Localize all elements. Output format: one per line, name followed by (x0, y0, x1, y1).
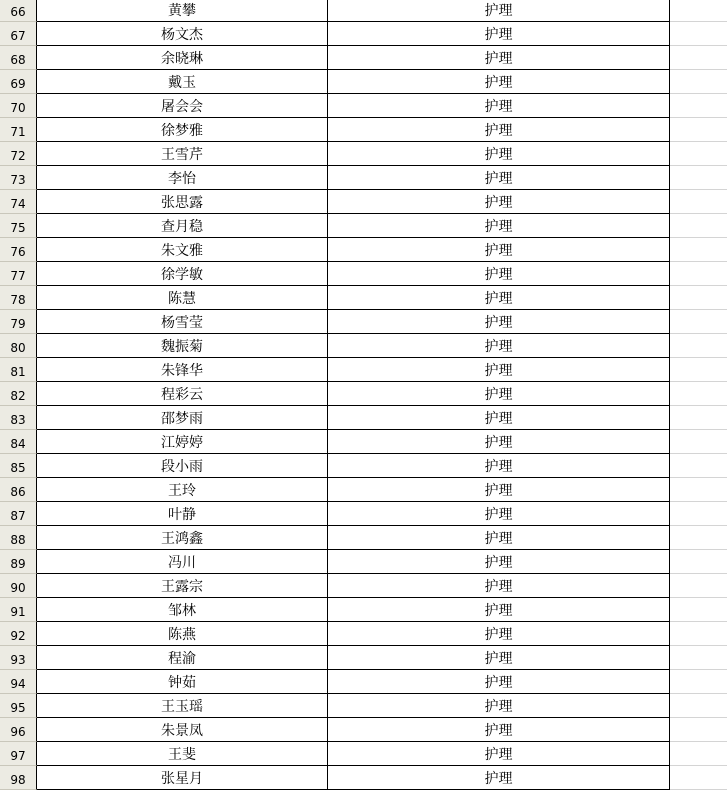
row-header[interactable]: 73 (0, 166, 37, 190)
table-row (0, 670, 727, 694)
empty-cell[interactable] (670, 574, 727, 598)
empty-cell[interactable] (670, 118, 727, 142)
empty-cell[interactable] (670, 550, 727, 574)
major-cell[interactable]: 护理 (328, 70, 670, 94)
table-row (0, 46, 727, 70)
name-cell[interactable]: 段小雨 (37, 454, 328, 478)
table-row (0, 310, 727, 334)
row-header[interactable]: 85 (0, 454, 37, 478)
name-cell[interactable]: 杨文杰 (37, 22, 328, 46)
table-row (0, 526, 727, 550)
row-header[interactable]: 82 (0, 382, 37, 406)
empty-cell[interactable] (670, 286, 727, 310)
empty-cell[interactable] (670, 430, 727, 454)
row-header[interactable]: 88 (0, 526, 37, 550)
name-cell[interactable]: 徐梦雅 (37, 118, 328, 142)
major-cell[interactable]: 护理 (328, 646, 670, 670)
major-cell[interactable]: 护理 (328, 718, 670, 742)
empty-cell[interactable] (670, 526, 727, 550)
empty-cell[interactable] (670, 166, 727, 190)
name-cell[interactable]: 陈慧 (37, 286, 328, 310)
name-cell[interactable]: 李怡 (37, 166, 328, 190)
major-cell[interactable]: 护理 (328, 454, 670, 478)
major-cell[interactable]: 护理 (328, 502, 670, 526)
name-cell[interactable]: 徐学敏 (37, 262, 328, 286)
table-row (0, 382, 727, 406)
name-cell[interactable]: 黄攀 (37, 0, 328, 22)
row-header[interactable]: 78 (0, 286, 37, 310)
major-cell[interactable]: 护理 (328, 478, 670, 502)
name-cell[interactable]: 余晓琳 (37, 46, 328, 70)
row-header[interactable]: 68 (0, 46, 37, 70)
name-cell[interactable]: 陈燕 (37, 622, 328, 646)
row-header[interactable]: 76 (0, 238, 37, 262)
empty-cell[interactable] (670, 214, 727, 238)
table-row (0, 286, 727, 310)
empty-cell[interactable] (670, 190, 727, 214)
table-row (0, 622, 727, 646)
row-header[interactable]: 75 (0, 214, 37, 238)
name-cell[interactable]: 钟茹 (37, 670, 328, 694)
table-row (0, 574, 727, 598)
name-cell[interactable]: 冯川 (37, 550, 328, 574)
empty-cell[interactable] (670, 0, 727, 22)
major-cell[interactable]: 护理 (328, 550, 670, 574)
table-row (0, 94, 727, 118)
empty-cell[interactable] (670, 238, 727, 262)
row-header[interactable]: 77 (0, 262, 37, 286)
empty-cell[interactable] (670, 22, 727, 46)
row-header[interactable]: 71 (0, 118, 37, 142)
name-cell[interactable]: 王露宗 (37, 574, 328, 598)
major-cell[interactable]: 护理 (328, 22, 670, 46)
major-cell[interactable]: 护理 (328, 310, 670, 334)
table-row (0, 142, 727, 166)
table-row (0, 22, 727, 46)
major-cell[interactable]: 护理 (328, 190, 670, 214)
major-cell[interactable]: 护理 (328, 382, 670, 406)
row-header[interactable]: 95 (0, 694, 37, 718)
name-cell[interactable]: 杨雪莹 (37, 310, 328, 334)
row-header[interactable]: 87 (0, 502, 37, 526)
major-cell[interactable]: 护理 (328, 598, 670, 622)
row-header[interactable]: 94 (0, 670, 37, 694)
row-header[interactable]: 74 (0, 190, 37, 214)
row-header[interactable]: 84 (0, 430, 37, 454)
row-header[interactable]: 98 (0, 766, 37, 790)
row-header[interactable]: 81 (0, 358, 37, 382)
table-row (0, 478, 727, 502)
name-cell[interactable]: 程渝 (37, 646, 328, 670)
empty-cell[interactable] (670, 694, 727, 718)
major-cell[interactable]: 护理 (328, 694, 670, 718)
name-cell[interactable]: 王雪芹 (37, 142, 328, 166)
major-cell[interactable]: 护理 (328, 358, 670, 382)
name-cell[interactable]: 朱景凤 (37, 718, 328, 742)
table-row (0, 358, 727, 382)
empty-cell[interactable] (670, 478, 727, 502)
row-header[interactable]: 69 (0, 70, 37, 94)
table-row (0, 406, 727, 430)
row-header[interactable]: 92 (0, 622, 37, 646)
major-cell[interactable]: 护理 (328, 430, 670, 454)
name-cell[interactable]: 屠会会 (37, 94, 328, 118)
empty-cell[interactable] (670, 46, 727, 70)
major-cell[interactable]: 护理 (328, 94, 670, 118)
empty-cell[interactable] (670, 94, 727, 118)
name-cell[interactable]: 戴玉 (37, 70, 328, 94)
table-row (0, 262, 727, 286)
row-header[interactable]: 80 (0, 334, 37, 358)
empty-cell[interactable] (670, 262, 727, 286)
table-row (0, 646, 727, 670)
name-cell[interactable]: 王斐 (37, 742, 328, 766)
major-cell[interactable]: 护理 (328, 406, 670, 430)
row-header[interactable]: 70 (0, 94, 37, 118)
major-cell[interactable]: 护理 (328, 142, 670, 166)
table-row (0, 118, 727, 142)
major-cell[interactable]: 护理 (328, 766, 670, 790)
name-cell[interactable]: 江婷婷 (37, 430, 328, 454)
table-row (0, 718, 727, 742)
empty-cell[interactable] (670, 670, 727, 694)
table-row (0, 502, 727, 526)
name-cell[interactable]: 王鸿鑫 (37, 526, 328, 550)
major-cell[interactable]: 护理 (328, 0, 670, 22)
major-cell[interactable]: 护理 (328, 262, 670, 286)
name-cell[interactable]: 朱锋华 (37, 358, 328, 382)
row-header[interactable]: 96 (0, 718, 37, 742)
row-header[interactable]: 89 (0, 550, 37, 574)
major-cell[interactable]: 护理 (328, 622, 670, 646)
table-row (0, 0, 727, 22)
major-cell[interactable]: 护理 (328, 166, 670, 190)
row-header[interactable]: 67 (0, 22, 37, 46)
row-header[interactable]: 66 (0, 0, 37, 22)
empty-cell[interactable] (670, 646, 727, 670)
empty-cell[interactable] (670, 70, 727, 94)
row-header[interactable]: 86 (0, 478, 37, 502)
major-cell[interactable]: 护理 (328, 574, 670, 598)
table-row (0, 766, 727, 790)
table-row (0, 70, 727, 94)
name-cell[interactable]: 叶静 (37, 502, 328, 526)
table-row (0, 334, 727, 358)
table-row (0, 742, 727, 766)
major-cell[interactable]: 护理 (328, 238, 670, 262)
empty-cell[interactable] (670, 718, 727, 742)
major-cell[interactable]: 护理 (328, 286, 670, 310)
table-row (0, 214, 727, 238)
table-row (0, 598, 727, 622)
name-cell[interactable]: 王玲 (37, 478, 328, 502)
empty-cell[interactable] (670, 382, 727, 406)
empty-cell[interactable] (670, 454, 727, 478)
name-cell[interactable]: 朱文雅 (37, 238, 328, 262)
row-header[interactable]: 79 (0, 310, 37, 334)
name-cell[interactable]: 邵梦雨 (37, 406, 328, 430)
major-cell[interactable]: 护理 (328, 670, 670, 694)
empty-cell[interactable] (670, 622, 727, 646)
table-row (0, 430, 727, 454)
name-cell[interactable]: 张星月 (37, 766, 328, 790)
major-cell[interactable]: 护理 (328, 742, 670, 766)
table-row (0, 454, 727, 478)
row-header[interactable]: 97 (0, 742, 37, 766)
major-cell[interactable]: 护理 (328, 334, 670, 358)
major-cell[interactable]: 护理 (328, 214, 670, 238)
major-cell[interactable]: 护理 (328, 46, 670, 70)
major-cell[interactable]: 护理 (328, 118, 670, 142)
table-row (0, 694, 727, 718)
table-row (0, 166, 727, 190)
table-row (0, 238, 727, 262)
row-header[interactable]: 72 (0, 142, 37, 166)
row-header[interactable]: 91 (0, 598, 37, 622)
empty-cell[interactable] (670, 358, 727, 382)
empty-cell[interactable] (670, 742, 727, 766)
table-row (0, 190, 727, 214)
row-header[interactable]: 83 (0, 406, 37, 430)
name-cell[interactable]: 魏振菊 (37, 334, 328, 358)
name-cell[interactable]: 查月稳 (37, 214, 328, 238)
empty-cell[interactable] (670, 310, 727, 334)
row-header[interactable]: 93 (0, 646, 37, 670)
empty-cell[interactable] (670, 598, 727, 622)
empty-cell[interactable] (670, 406, 727, 430)
name-cell[interactable]: 张思露 (37, 190, 328, 214)
major-cell[interactable]: 护理 (328, 526, 670, 550)
table-row (0, 550, 727, 574)
empty-cell[interactable] (670, 502, 727, 526)
name-cell[interactable]: 王玉瑶 (37, 694, 328, 718)
name-cell[interactable]: 程彩云 (37, 382, 328, 406)
empty-cell[interactable] (670, 142, 727, 166)
empty-cell[interactable] (670, 766, 727, 790)
name-cell[interactable]: 邹林 (37, 598, 328, 622)
row-header[interactable]: 90 (0, 574, 37, 598)
empty-cell[interactable] (670, 334, 727, 358)
